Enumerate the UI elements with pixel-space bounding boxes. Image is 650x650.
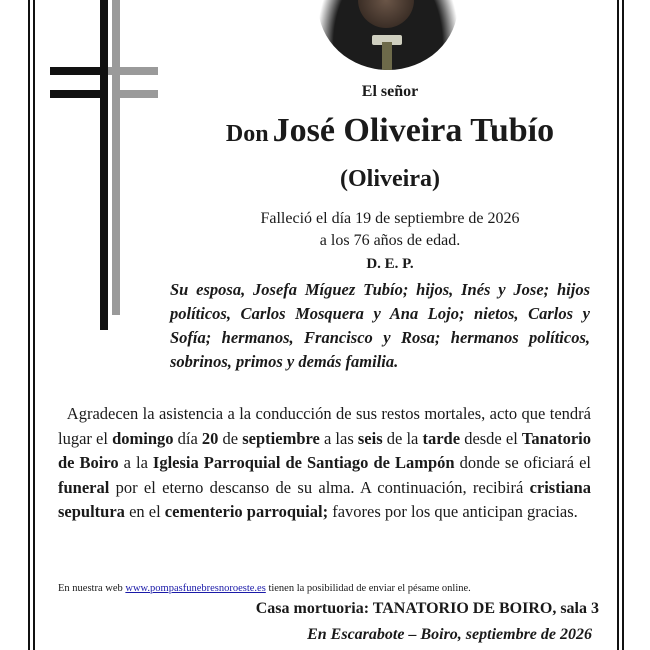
thanks-bold: Tanatorio de Boiro — [58, 428, 591, 472]
death-date-line: Falleció el día 19 de septiembre de 2026 — [260, 210, 520, 227]
thanks-bold: domingo — [112, 428, 174, 448]
thanks-bold: cristiana sepultura — [58, 477, 591, 521]
deceased-name — [160, 112, 620, 150]
thanks-bold: tarde — [422, 428, 461, 448]
dep-label: D. E. P. — [366, 256, 414, 272]
web-notice — [58, 583, 598, 594]
family-text: Su esposa, Josefa Míguez Tubío; hijos, Inés y Jose; hijos políticos, Carlos Mosquera y Ana Lojo; nietos, Carlos y Sofía; hermanos, Francisco y Rosa; hermanos políticos, sobrinos, primos y demás familia. — [170, 280, 590, 371]
thanks-text: de la — [382, 428, 423, 448]
web-suffix: tienen la posibilidad de enviar el pésame online. — [265, 583, 471, 594]
honorific: Don — [225, 121, 269, 147]
thanks-text: de — [218, 428, 243, 448]
thanks-bold: seis — [357, 428, 383, 448]
thanks-text: en el — [124, 502, 165, 521]
frame-border-right-outer — [622, 0, 624, 650]
alias: (Oliveira) — [340, 166, 440, 192]
thanks-bold: 20 — [201, 428, 219, 448]
web-prefix: En nuestra web — [58, 583, 126, 594]
funeral-home: Casa mortuoria: TANATORIO DE BOIRO, sala 3 — [255, 600, 599, 617]
website-link[interactable]: www.pompasfunebresnoroeste.es — [125, 583, 266, 594]
thanks-paragraph — [58, 402, 591, 525]
age-line: a los 76 años de edad. — [319, 232, 461, 249]
cross-icon — [50, 0, 158, 330]
thanks-text: donde se oficiará el — [454, 453, 591, 472]
thanks-text: Agradecen la asistencia a la conducción de sus restos mortales, acto que tendrá lugar el — [58, 404, 591, 448]
thanks-bold: Iglesia Parroquial de Santiago de Lampón — [152, 453, 455, 472]
full-name: José Oliveira Tubío — [272, 112, 555, 149]
death-info — [160, 208, 620, 252]
thanks-bold: funeral — [58, 477, 110, 497]
thanks-text: favores por los que anticipan gracias. — [328, 502, 578, 521]
portrait-photo — [318, 0, 458, 70]
thanks-text: a la — [118, 453, 153, 472]
thanks-bold: cementerio parroquial; — [164, 502, 329, 521]
thanks-text: desde el — [460, 428, 522, 448]
place-date: En Escarabote – Boiro, septiembre de 2026 — [307, 626, 592, 643]
title-el-senor: El señor — [361, 83, 419, 100]
thanks-text: a las — [319, 428, 358, 448]
thanks-bold: septiembre — [242, 428, 320, 448]
frame-border-left-outer — [28, 0, 30, 650]
thanks-text: día — [173, 428, 202, 448]
thanks-text: por el eterno descanso de su alma. A continuación, recibirá — [109, 477, 530, 497]
frame-border-left-inner — [33, 0, 35, 650]
